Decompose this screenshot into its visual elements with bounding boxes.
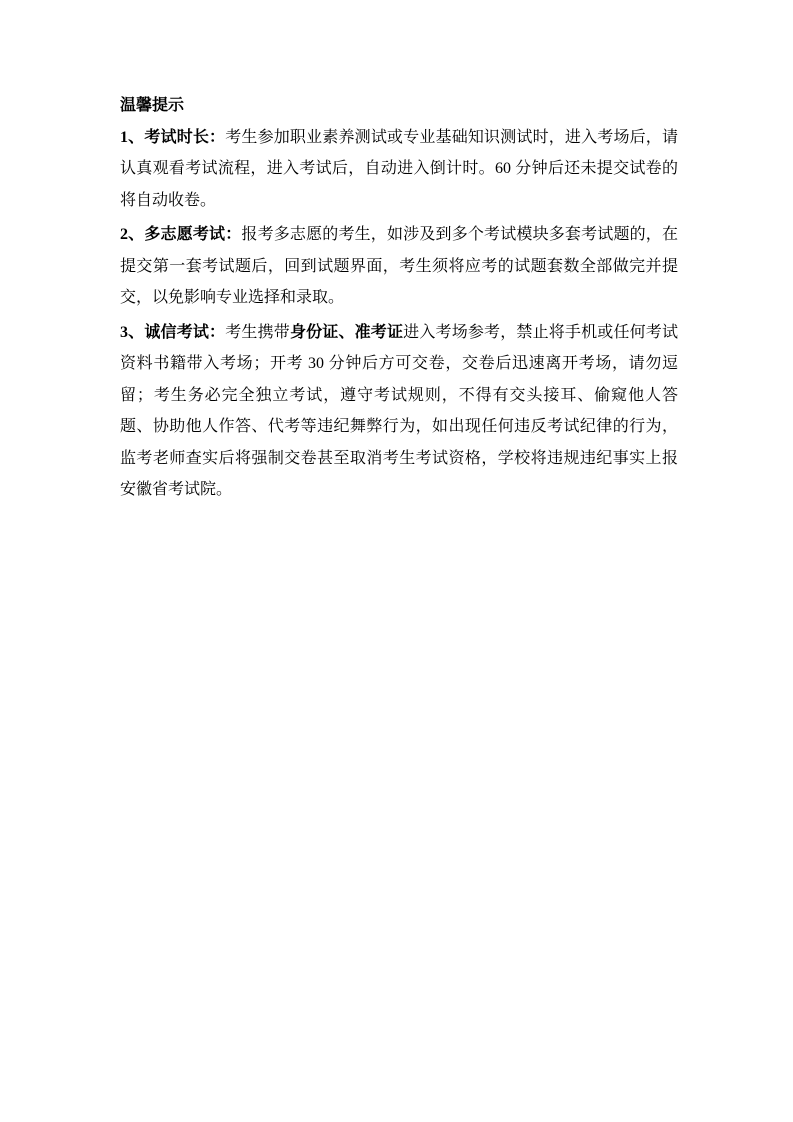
notice-item-3-text-post: 进入考场参考，禁止将手机或任何考试资料书籍带入考场；开考 30 分钟后方可交卷，交卷后迅速离开考场，请勿逗留；考生务必完全独立考试，遵守考试规则，不得有交头接耳、偷窥他人答题、协助他人作答、代考等违纪舞弊行为，如出现任何违反考试纪律的行为，监考老师查实后将强制交卷甚至取消考生考试资格，学校将违规违纪事实上报安徽省考试院。	[120, 323, 678, 498]
notice-item-3-label: 3、诚信考试：	[120, 323, 226, 341]
notice-item-3-text-pre: 考生携带	[225, 323, 290, 341]
notice-item-exam-duration	[120, 122, 678, 217]
notice-item-multi-choice-exam	[120, 219, 678, 314]
notice-item-2-label: 2、多志愿考试：	[120, 226, 242, 243]
notice-item-2-text: 报考多志愿的考生，如涉及到多个考试模块多套考试题的，在提交第一套考试题后，回到试题界面，考生须将应考的试题套数全部做完并提交，以免影响专业选择和录取。	[120, 226, 678, 306]
notice-item-1-label: 1、考试时长：	[120, 128, 226, 146]
notice-item-exam-integrity	[120, 317, 678, 506]
document-content	[120, 90, 678, 509]
notice-item-1-text: 考生参加职业素养测试或专业基础知识测试时，进入考场后，请认真观看考试流程，进入考试后，自动进入倒计时。60 分钟后还未提交试卷的将自动收卷。	[120, 128, 678, 209]
page-title: 温馨提示	[120, 97, 185, 114]
notice-item-3-bold-ids: 身份证、准考证	[289, 323, 404, 341]
